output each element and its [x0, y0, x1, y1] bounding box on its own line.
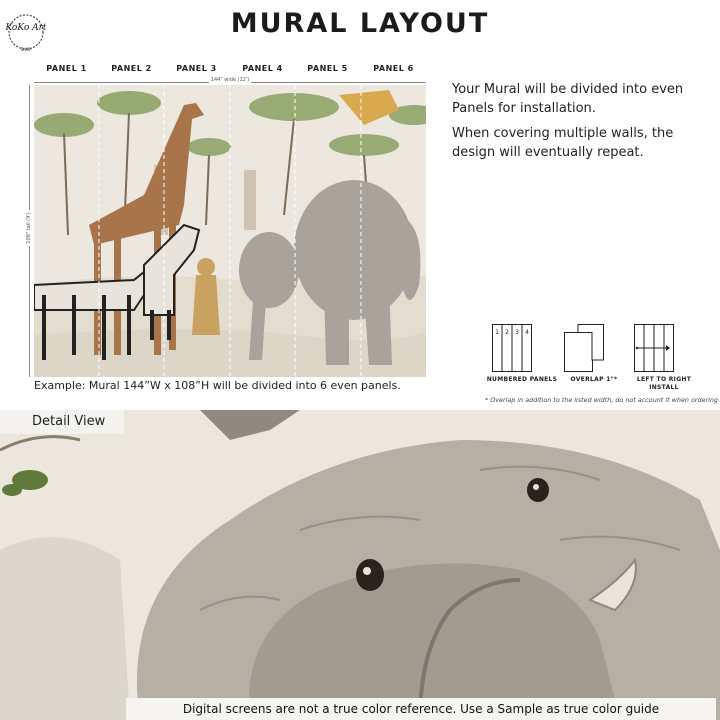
logo-subtext: SHOP: [20, 47, 32, 52]
info-paragraph-2: When covering multiple walls, the design will eventually repeat.: [452, 126, 674, 160]
logo-text: KoKo Art: [6, 23, 46, 33]
example-caption: Example: Mural 144”W x 108”H will be divided into 6 even panels.: [34, 379, 401, 392]
mural-preview: [34, 85, 426, 377]
overlap-caption: OVERLAP 1"*: [570, 376, 618, 383]
panel-labels: [34, 64, 426, 78]
panel-digit-1: 1: [495, 329, 499, 336]
height-dimension: [26, 85, 32, 377]
panel-digit-2: 2: [505, 329, 509, 336]
detail-view-image: [0, 410, 720, 720]
panel-label-1: PANEL 1: [46, 64, 87, 73]
left-to-right-caption: LEFT TO RIGHT INSTALL: [636, 376, 692, 391]
left-to-right-icon: [634, 324, 694, 391]
info-text: [452, 80, 714, 168]
detail-view-label: Detail View: [0, 410, 124, 434]
height-label: 108" tall (9'): [26, 212, 32, 244]
panel-digit-4: 4: [525, 329, 529, 336]
install-icons: [482, 324, 712, 394]
panel-label-2: PANEL 2: [111, 64, 152, 73]
panel-label-4: PANEL 4: [242, 64, 283, 73]
overlap-icon: [564, 324, 624, 383]
overlap-footnote: * Overlap in addition to the listed width, do not account it when ordering: [485, 396, 718, 404]
numbered-panels-caption: NUMBERED PANELS: [486, 376, 558, 383]
panel-label-5: PANEL 5: [307, 64, 348, 73]
width-label: 144" wide (12'): [210, 77, 250, 83]
panel-digit-3: 3: [515, 329, 519, 336]
numbered-panels-icon: [486, 324, 558, 383]
color-disclaimer: Digital screens are not a true color reference. Use a Sample as true color guide: [126, 698, 716, 720]
panel-label-3: PANEL 3: [176, 64, 217, 73]
panel-label-6: PANEL 6: [373, 64, 414, 73]
info-paragraph-1: Your Mural will be divided into even Panels for installation.: [452, 82, 684, 116]
page-title: MURAL LAYOUT: [230, 8, 490, 39]
